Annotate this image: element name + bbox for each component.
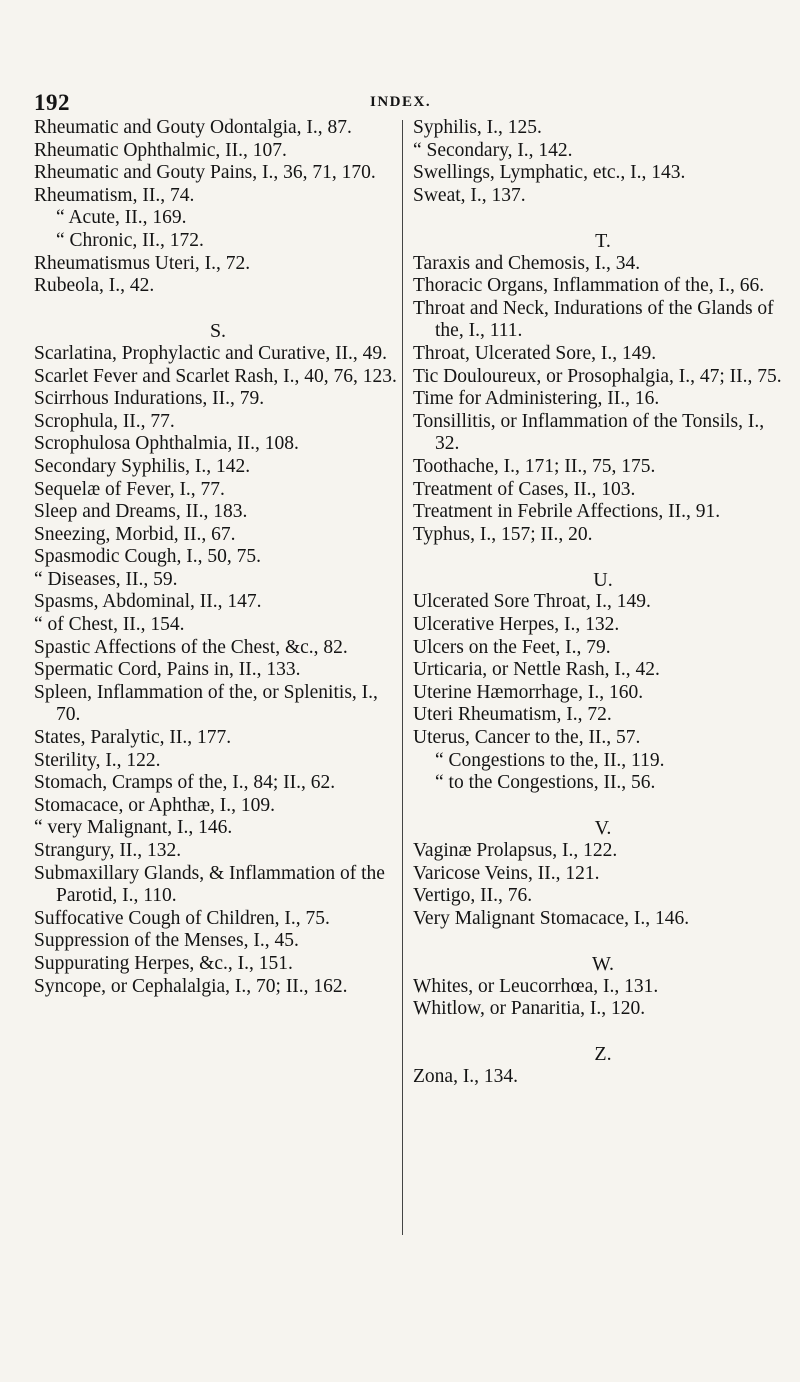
index-entry: Whitlow, or Panaritia, I., 120. [413, 998, 646, 1020]
index-entry: Rheumatism, II., 74. [34, 184, 195, 206]
index-entry: Spermatic Cord, Pains in, II., 133. [34, 659, 301, 681]
index-entry: Taraxis and Chemosis, I., 34. [413, 252, 641, 274]
index-subentry: “ Chronic, II., 172. [56, 229, 204, 251]
section-letter: V. [594, 817, 612, 840]
index-entry: Scarlet Fever and Scarlet Rash, I., 40, 76, 123. [34, 365, 397, 387]
index-entry: Spasms, Abdominal, II., 147. [34, 591, 262, 613]
index-entry: Varicose Veins, II., 121. [413, 862, 600, 884]
index-entry: Time for Administering, II., 16. [413, 388, 660, 410]
section-gap [413, 930, 793, 953]
section-letter: Z. [594, 1043, 612, 1066]
index-entry: Syncope, or Cephalalgia, I., 70; II., 162. [34, 975, 348, 997]
index-entry: Suffocative Cough of Children, I., 75. [34, 907, 330, 929]
index-entry: Scarlatina, Prophylactic and Curative, II., 49. [34, 342, 388, 364]
index-entry: Treatment in Febrile Affections, II., 91. [413, 501, 721, 523]
index-subentry: “ Congestions to the, II., 119. [435, 749, 665, 771]
index-entry: Suppurating Herpes, &c., I., 151. [34, 952, 293, 974]
index-entry: Sleep and Dreams, II., 183. [34, 501, 248, 523]
index-entry: Vaginæ Prolapsus, I., 122. [413, 840, 618, 861]
index-column-left [34, 117, 402, 998]
index-entry: Secondary Syphilis, I., 142. [34, 455, 251, 477]
index-entry: Rheumatic and Gouty Pains, I., 36, 71, 170. [34, 162, 376, 184]
section-gap [34, 298, 402, 321]
index-entry: Scrophulosa Ophthalmia, II., 108. [34, 433, 299, 455]
index-entry: Uterine Hæmorrhage, I., 160. [413, 681, 644, 703]
section-letter: S. [209, 320, 227, 343]
index-entry: “ Secondary, I., 142. [413, 139, 573, 161]
index-entry: Scrophula, II., 77. [34, 410, 175, 432]
index-entry: “ very Malignant, I., 146. [34, 817, 233, 839]
index-entry: Sterility, I., 122. [34, 749, 161, 771]
index-entry: Throat, Ulcerated Sore, I., 149. [413, 342, 657, 364]
page-header [0, 90, 800, 114]
index-entry: Stomach, Cramps of the, I., 84; II., 62. [34, 772, 336, 794]
index-subentry: “ to the Congestions, II., 56. [435, 772, 656, 794]
index-entry: Sweat, I., 137. [413, 184, 526, 206]
index-entry: Rubeola, I., 42. [34, 275, 155, 297]
index-entry: Uteri Rheumatism, I., 72. [413, 704, 612, 726]
index-subentry: “ Acute, II., 169. [56, 207, 187, 229]
index-entry: “ of Chest, II., 154. [34, 614, 185, 636]
index-entry: Whites, or Leucorrhœa, I., 131. [413, 975, 659, 997]
index-entry: Throat and Neck, Indurations of the Glands of the, I., 111. [413, 297, 774, 342]
index-entry: Very Malignant Stomacace, I., 146. [413, 907, 690, 929]
index-entry: Syphilis, I., 125. [413, 117, 542, 138]
index-entry: Thoracic Organs, Inflammation of the, I., 66. [413, 275, 765, 297]
index-entry: Toothache, I., 171; II., 75, 175. [413, 455, 656, 477]
index-entry: Sequelæ of Fever, I., 77. [34, 478, 225, 500]
running-head: INDEX. [370, 94, 432, 110]
section-letter: T. [595, 229, 611, 252]
index-entry: Ulcerative Herpes, I., 132. [413, 614, 620, 636]
index-entry: Tonsillitis, or Inflammation of the Tonsils, I., 32. [413, 410, 765, 455]
index-entry: Uterus, Cancer to the, II., 57. [413, 727, 641, 749]
index-entry: Scirrhous Indurations, II., 79. [34, 388, 265, 410]
section-letter: W. [591, 952, 615, 975]
index-entry: “ Diseases, II., 59. [34, 568, 178, 590]
section-letter: U. [593, 568, 613, 591]
index-entry: Spastic Affections of the Chest, &c., 82. [34, 636, 348, 658]
index-entry: Suppression of the Menses, I., 45. [34, 930, 299, 952]
section-gap [413, 546, 793, 569]
index-entry: Rheumatismus Uteri, I., 72. [34, 252, 251, 274]
index-entry: Sneezing, Morbid, II., 67. [34, 523, 236, 545]
section-gap [413, 1021, 793, 1044]
index-entry: Spasmodic Cough, I., 50, 75. [34, 546, 261, 568]
index-entry: Submaxillary Glands, & Inflammation of the Parotid, I., 110. [34, 862, 385, 907]
index-entry: Ulcers on the Feet, I., 79. [413, 636, 611, 658]
page-number: 192 [34, 90, 70, 115]
index-entry: Rheumatic and Gouty Odontalgia, I., 87. [34, 117, 352, 138]
index-entry: Rheumatic Ophthalmic, II., 107. [34, 139, 287, 161]
index-entry: Urticaria, or Nettle Rash, I., 42. [413, 659, 660, 681]
index-entry: Strangury, II., 132. [34, 840, 182, 861]
section-gap [413, 795, 793, 818]
index-entry: Swellings, Lymphatic, etc., I., 143. [413, 162, 686, 184]
index-entry: Tic Douloureux, or Prosophalgia, I., 47; II., 75. [413, 365, 782, 387]
index-entry: Spleen, Inflammation of the, or Splenitis, I., 70. [34, 681, 378, 726]
index-entry: States, Paralytic, II., 177. [34, 727, 232, 749]
index-entry: Typhus, I., 157; II., 20. [413, 523, 593, 545]
index-column-right [413, 117, 793, 1089]
index-entry: Stomacace, or Aphthæ, I., 109. [34, 794, 275, 816]
index-entry: Vertigo, II., 76. [413, 885, 533, 907]
index-entry: Zona, I., 134. [413, 1065, 519, 1087]
section-gap [413, 207, 793, 230]
index-entry: Treatment of Cases, II., 103. [413, 478, 636, 500]
column-divider [402, 120, 403, 1235]
index-entry: Ulcerated Sore Throat, I., 149. [413, 591, 651, 613]
